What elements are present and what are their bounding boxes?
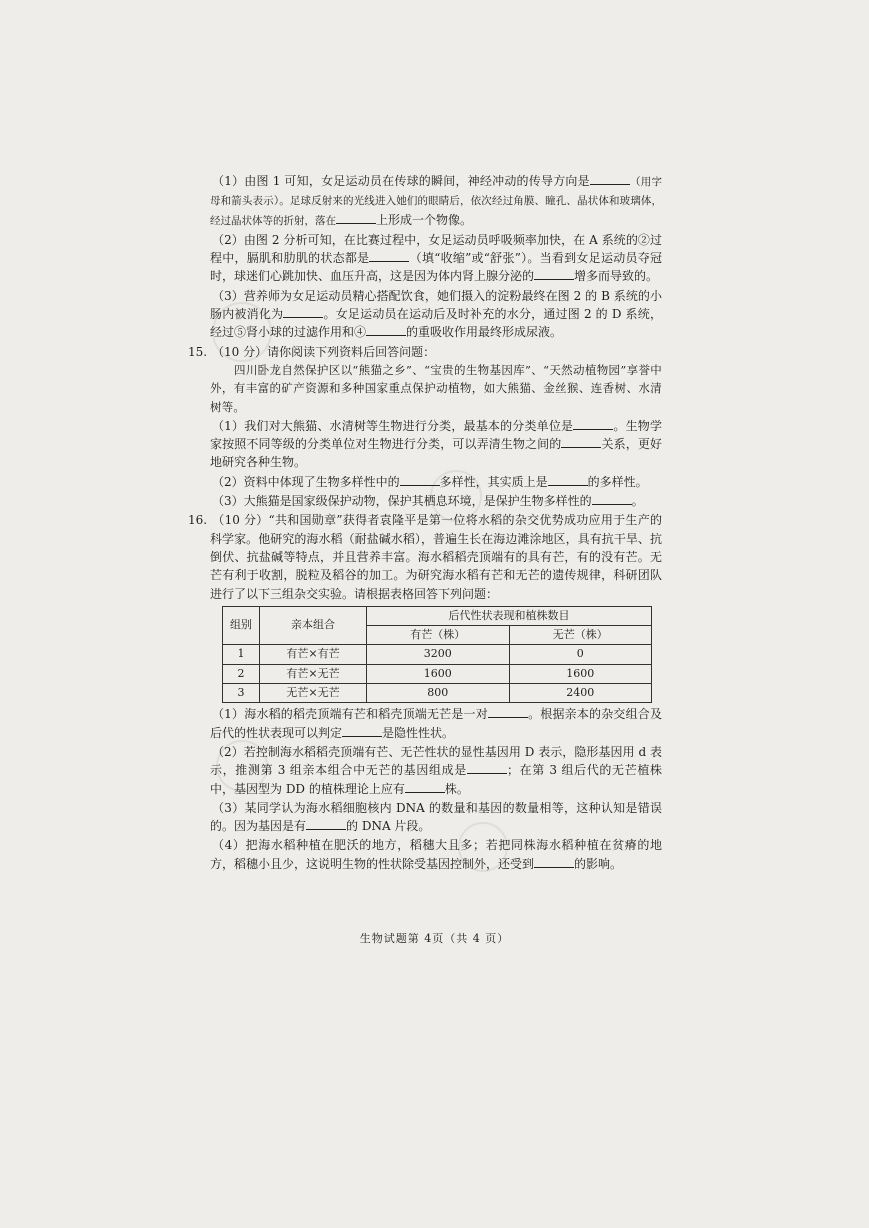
answer-blank[interactable]	[283, 305, 323, 318]
q14-part1: （1）由图 1 可知，女足运动员在传球的瞬间，神经冲动的传导方向是 （用字母和箭头表示）。足球反射来的光线进入她们的眼睛后，依次经过角膜、瞳孔、晶状体和玻璃体，经过晶状体等的折射，落在 上形成一个物像。	[210, 174, 662, 227]
cell-parents: 有芒×有芒	[260, 645, 367, 664]
answer-blank[interactable]	[467, 761, 507, 774]
answer-blank[interactable]	[534, 267, 574, 280]
th-group: 组别	[223, 606, 260, 645]
question-content	[188, 172, 663, 873]
cell-group: 3	[223, 684, 260, 703]
answer-blank[interactable]	[342, 724, 382, 737]
cell-awned: 3200	[367, 645, 510, 664]
q16-part2: （2）若控制海水稻稻壳顶端有芒、无芒性状的显性基因用 D 表示，隐形基因用 d 表示，推测第 3 组亲本组合中无芒的基因组成是 ；在第 3 组后代的无芒植株中，基因型为 DD 的植株理论上应有 株。	[210, 744, 663, 796]
table-row	[223, 684, 652, 703]
answer-blank[interactable]	[548, 473, 588, 486]
answer-blank[interactable]	[573, 417, 613, 430]
q14-part3: （3）营养师为女足运动员精心搭配饮食，她们摄入的淀粉最终在图 2 的 B 系统的小肠内被消化为 。女足运动员在运动后及时补充的水分，通过图 2 的 D 系统，经过⑤肾小球的过滤作用和④ 的重吸收作用最终形成尿液。	[210, 288, 662, 340]
q15-part3: （3）大熊猫是国家级保护动物，保护其栖息环境，是保护生物多样性的 。	[212, 494, 644, 509]
cell-group: 2	[223, 664, 260, 683]
th-parents: 亲本组合	[260, 606, 367, 645]
q16-intro: 16. （10 分）“共和国勋章”获得者袁隆平是第一位将水稻的杂交优势成功应用于生产的科学家。他研究的海水稻（耐盐碱水稻），普遍生长在海边滩涂地区，具有抗干旱、抗倒伏、抗盐碱等特点，并且营养丰富。海水稻稻壳顶端有的具有芒，有的没有芒。无芒有利于收割，脱粒及稻谷的加工。为研究海水稻有芒和无芒的遗传规律，科研团队进行了以下三组杂交实验。请根据表格回答下列问题：	[188, 513, 662, 601]
cell-awned: 1600	[367, 664, 510, 683]
answer-blank[interactable]	[306, 817, 346, 830]
cell-awnless: 1600	[509, 664, 652, 683]
answer-blank[interactable]	[336, 211, 376, 224]
q16-part1: （1）海水稻的稻壳顶端有芒和稻壳顶端无芒是一对 。根据亲本的杂交组合及后代的性状表现可以判定 是隐性性状。	[210, 707, 662, 740]
cell-parents: 无芒×无芒	[260, 684, 367, 703]
answer-blank[interactable]	[488, 705, 528, 718]
cell-awned: 800	[367, 684, 510, 703]
answer-blank[interactable]	[366, 323, 406, 336]
q16-part4: （4）把海水稻种植在肥沃的地方，稻穗大且多；若把同株海水稻种植在贫瘠的地方，稻穗小且少，这说明生物的性状除受基因控制外，还受到 的影响。	[210, 838, 662, 871]
q15-part1: （1）我们对大熊猫、水清树等生物进行分类，最基本的分类单位是 。生物学家按照不同等级的分类单位对生物进行分类，可以弄清生物之间的 关系，更好地研究各种生物。	[210, 418, 662, 470]
answer-blank[interactable]	[561, 435, 601, 448]
q15-reading-material: 四川卧龙自然保护区以“熊猫之乡”、“宝贵的生物基因库”、“天然动植物园”享誉中外，有丰富的矿产资源和多种国家重点保护动植物，如大熊猫、金丝猴、连香树、水清树等。	[210, 362, 662, 414]
th-offspring: 后代性状表现和植株数目	[367, 606, 652, 625]
cell-awnless: 2400	[509, 684, 652, 703]
table-row	[223, 645, 652, 664]
cross-experiment-table	[222, 606, 652, 703]
answer-blank[interactable]	[534, 855, 574, 868]
page-footer: 生物试题第 4页（共 4 页）	[359, 932, 510, 945]
q15-heading: 15. （10 分）请你阅读下列资料后回答问题：	[188, 344, 436, 359]
cell-parents: 有芒×无芒	[260, 664, 367, 683]
th-awnless: 无芒（株）	[509, 626, 652, 645]
th-awned: 有芒（株）	[367, 626, 510, 645]
answer-blank[interactable]	[369, 249, 409, 262]
q14-part2: （2）由图 2 分析可知，在比赛过程中，女足运动员呼吸频率加快，在 A 系统的②过程中，膈肌和肋肌的状态都是 （填“收缩”或“舒张”）。当看到女足运动员夺冠时，球迷们心跳加快、血压升高，这是因为体内肾上腺分泌的 增多而导致的。	[210, 232, 662, 284]
table-row	[223, 664, 652, 683]
q16-part3: （3）某同学认为海水稻细胞核内 DNA 的数量和基因的数量相等，这种认知是错误的。因为基因是有 的 DNA 片段。	[210, 800, 662, 834]
cell-group: 1	[223, 645, 260, 664]
q15-part2: （2）资料中体现了生物多样性中的 多样性，其实质上是 的多样性。	[212, 474, 648, 489]
answer-blank[interactable]	[400, 473, 440, 486]
cell-awnless: 0	[509, 645, 652, 664]
answer-blank[interactable]	[592, 492, 632, 505]
answer-blank[interactable]	[405, 780, 445, 793]
answer-blank[interactable]	[590, 172, 630, 185]
